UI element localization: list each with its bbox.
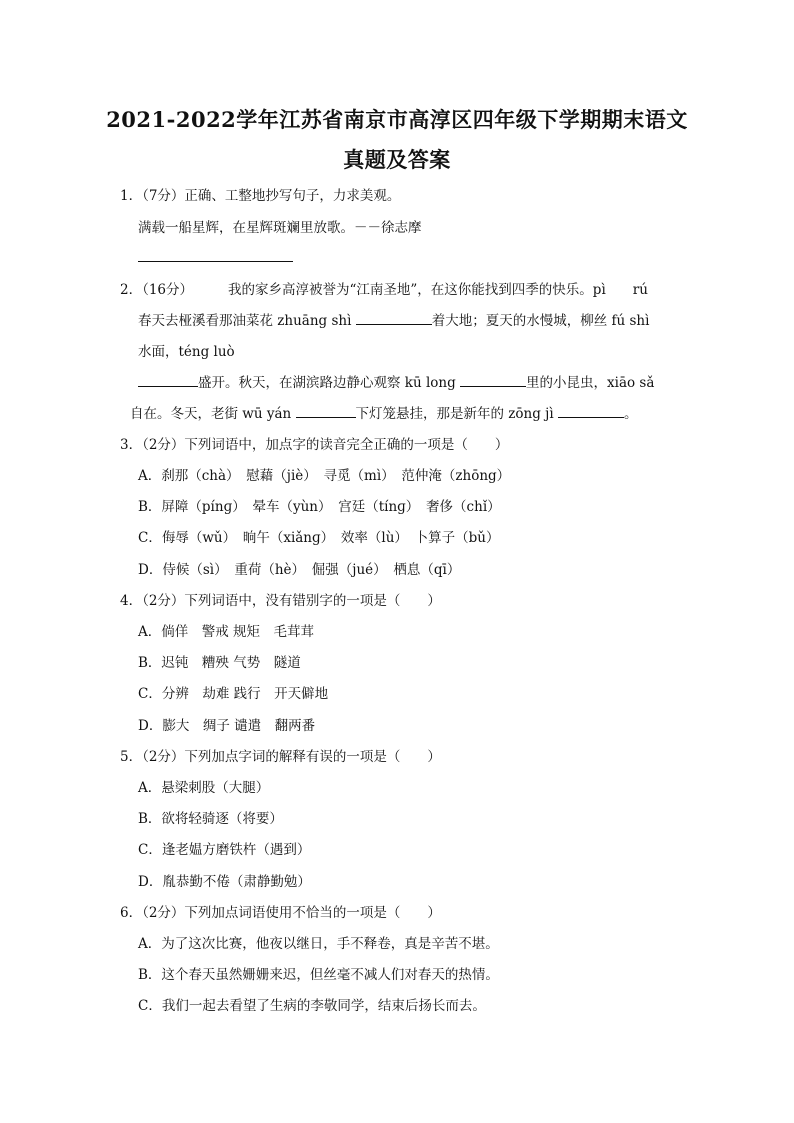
q6-stem: 6．（2分）下列加点词语使用不恰当的一项是（ ）	[120, 905, 441, 921]
q2-line-4: 盛开。秋天，在湖滨路边静心观察 kū long 里的小昆虫，xiāo sǎ	[138, 373, 654, 393]
q2-line-2: 春天去桠溪看那油菜花 zhuāng shì 着大地；夏天的水慢城，柳丝 fú shì	[138, 313, 650, 329]
q5-option-c: C．逢老媪方磨铁杵（遇到）	[138, 842, 311, 858]
q2-head: 2．（16分）	[120, 282, 194, 298]
q4-option-b: B．迟钝 糟殃 气势 隧道	[138, 655, 301, 671]
q2-blank-zongji	[558, 404, 624, 418]
q2-blank-wuyan	[296, 404, 356, 418]
q2-line-5: 自在。冬天，老街 wū yán 下灯笼悬挂，那是新年的 zōng jì 。	[130, 406, 638, 422]
q4-option-d: D．膨大 绸子 谴遣 翻两番	[138, 718, 316, 734]
q4-option-c: C．分辨 劫难 践行 开天僻地	[138, 686, 329, 702]
document-title-line-2: 真题及答案	[343, 147, 451, 172]
q3-option-b: B．屏障（pínɡ） 晕车（yùn） 宫廷（tínɡ） 奢侈（chǐ）	[138, 499, 501, 515]
q5-option-a: A．悬梁刺股（大腿）	[138, 780, 270, 796]
q5-option-d: D．胤恭勤不倦（肃静勤勉）	[138, 874, 311, 890]
q6-option-c: C．我们一起去看望了生病的李敬同学，结束后扬长而去。	[138, 998, 486, 1014]
q2-line-1: 我的家乡高淳被誉为“江南圣地”，在这你能找到四季的快乐。pì rú	[228, 282, 648, 298]
q2-blank-kulong	[460, 373, 526, 387]
q6-option-a: A．为了这次比赛，他夜以继日，手不释卷，真是辛苦不堪。	[138, 936, 499, 952]
q3-option-c: C．侮辱（wǔ） 晌午（xiǎnɡ） 效率（lù） 卜算子（bǔ）	[138, 530, 500, 546]
q3-option-a: A．刹那（chà） 慰藉（jiè） 寻觅（mì） 范仲淹（zhōng）	[138, 468, 511, 484]
q2-blank-tengluo	[138, 373, 198, 387]
q2-blank-zhuangshi	[356, 311, 432, 325]
q4-option-a: A．倘佯 警戒 规矩 毛茸茸	[138, 624, 315, 640]
q1-sentence: 满载一船星辉，在星辉斑斓里放歌。－－徐志摩	[138, 220, 422, 236]
document-title-line-1: 2021-2022学年江苏省南京市高淳区四年级下学期期末语文	[106, 107, 688, 132]
q2-line-3: 水面，téng luò	[138, 344, 235, 360]
q5-option-b: B．欲将轻骑逐（将要）	[138, 811, 283, 827]
q5-stem: 5．（2分）下列加点字词的解释有误的一项是（ ）	[120, 749, 441, 765]
q1-answer-blank	[138, 248, 293, 268]
q1-stem: 1．（7分）正确、工整地抄写句子，力求美观。	[120, 188, 401, 204]
q6-option-b: B．这个春天虽然姗姗来迟，但丝毫不减人们对春天的热情。	[138, 967, 499, 983]
q3-stem: 3．（2分）下列词语中，加点字的读音完全正确的一项是（ ）	[120, 437, 509, 453]
q4-stem: 4．（2分）下列词语中，没有错别字的一项是（ ）	[120, 593, 441, 609]
q3-option-d: D．侍候（sì） 重荷（hè） 倔强（jué） 栖息（qī）	[138, 562, 461, 578]
